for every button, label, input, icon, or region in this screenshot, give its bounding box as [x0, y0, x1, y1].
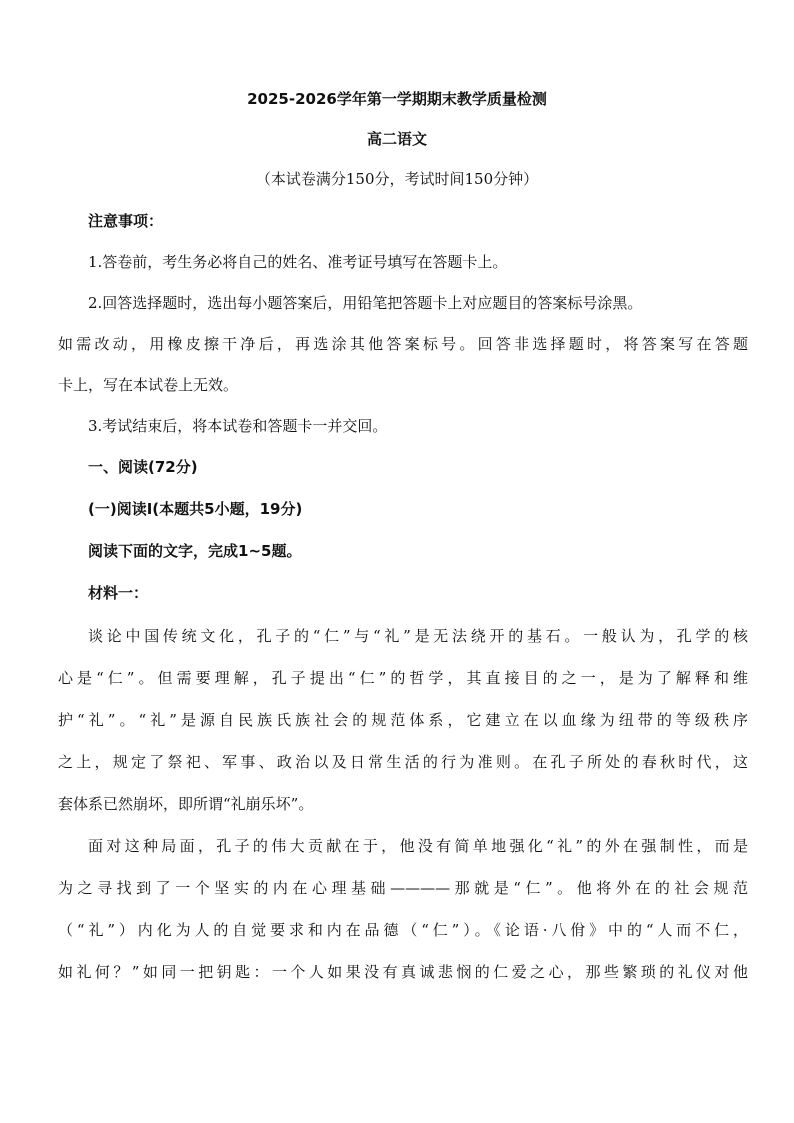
section-heading: 一、阅读(72分): [88, 458, 198, 476]
notes-heading: 注意事项：: [88, 212, 164, 230]
note-item-2-line-3: 卡上，写在本试卷上无效。: [58, 376, 239, 394]
section-instruction: 阅读下面的文字，完成1~5题。: [88, 542, 302, 560]
passage-p2-line-1: 面对这种局面，孔子的伟大贡献在于，他没有简单地强化“礼”的外在强制性，而是: [88, 837, 748, 855]
section-subheading: (一)阅读Ⅰ(本题共5小题，19分): [88, 500, 303, 518]
note-item-2-line-1: 2.回答选择题时，选出每小题答案后，用铅笔把答题卡上对应题目的答案标号涂黑。: [88, 294, 643, 312]
passage-p2-line-4: 如礼何？”如同一把钥匙：一个人如果没有真诚悲悯的仁爱之心，那些繁琐的礼仪对他: [58, 963, 748, 981]
passage-p2-line-3: （“礼”）内化为人的自觉要求和内在品德（“仁”）。《论语·八佾》中的“人而不仁，: [58, 921, 748, 939]
material-label: 材料一：: [88, 584, 149, 602]
exam-title: 2025-2026学年第一学期期末教学质量检测: [247, 90, 547, 108]
note-item-3: 3.考试结束后，将本试卷和答题卡一并交回。: [88, 417, 388, 435]
passage-p1-line-3: 护“礼”。“礼”是源自民族氏族社会的规范体系，它建立在以血缘为纽带的等级秩序: [58, 711, 748, 729]
passage-p1-line-2: 心是“仁”。但需要理解，孔子提出“仁”的哲学，其直接目的之一，是为了解释和维: [58, 669, 748, 687]
note-item-2-line-2: 如需改动，用橡皮擦干净后，再选涂其他答案标号。回答非选择题时，将答案写在答题: [58, 335, 748, 353]
exam-info: （本试卷满分150分，考试时间150分钟）: [255, 170, 539, 188]
note-item-1: 1.答卷前，考生务必将自己的姓名、准考证号填写在答题卡上。: [88, 253, 508, 271]
passage-p1-line-5: 套体系已然崩坏，即所谓“礼崩乐坏”。: [58, 795, 314, 813]
passage-p1-line-1: 谈论中国传统文化，孔子的“仁”与“礼”是无法绕开的基石。一般认为，孔学的核: [88, 627, 748, 645]
passage-p2-line-2: 为之寻找到了一个坚实的内在心理基础————那就是“仁”。他将外在的社会规范: [58, 879, 748, 897]
passage-p1-line-4: 之上，规定了祭祀、军事、政治以及日常生活的行为准则。在孔子所处的春秋时代，这: [58, 753, 748, 771]
subject-title: 高二语文: [366, 130, 427, 148]
